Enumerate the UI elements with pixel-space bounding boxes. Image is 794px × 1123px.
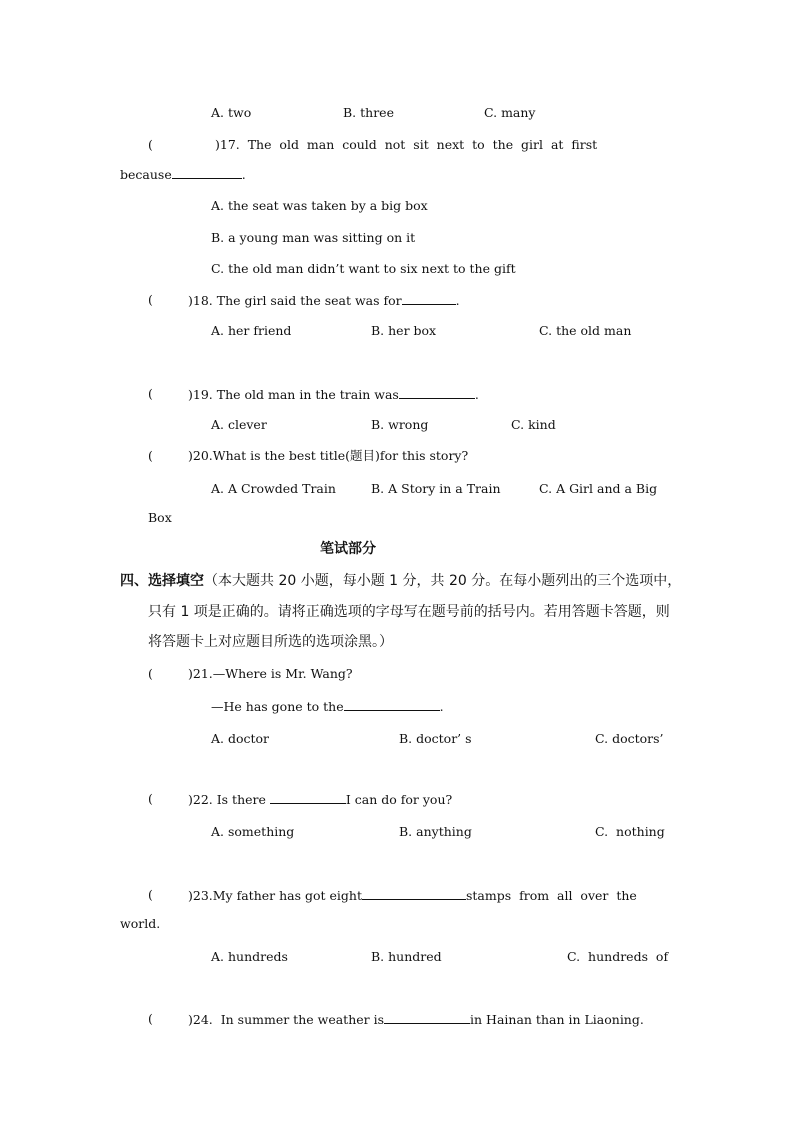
q18-answer-paren: ( xyxy=(148,292,153,307)
q22-stem-line xyxy=(188,791,452,808)
section4-heading: 四、选择填空 xyxy=(120,573,204,589)
q16-option-c: C. many xyxy=(484,105,536,120)
written-section-title: 笔试部分 xyxy=(320,541,376,557)
q23-stem: )23.My father has got eight xyxy=(188,888,362,903)
q17-end: . xyxy=(241,167,246,182)
q20-option-c-continued: Box xyxy=(148,510,172,525)
q21-option-b: B. doctor’ s xyxy=(399,731,472,746)
q18-end: . xyxy=(455,293,460,308)
q19-option-a: A. clever xyxy=(211,417,267,432)
section4-instructions-line3: 将答题卡上对应题目所选的选项涂黑。） xyxy=(148,634,393,650)
q17-answer-paren: ( xyxy=(148,137,153,152)
q19-option-c: C. kind xyxy=(511,417,556,432)
q21-reply-line xyxy=(211,698,444,715)
q23-blank[interactable] xyxy=(362,887,466,900)
q22-rest: I can do for you? xyxy=(345,792,453,807)
q19-end: . xyxy=(474,387,479,402)
q22-stem: )22. Is there xyxy=(188,792,270,807)
q20-option-a: A. A Crowded Train xyxy=(211,481,336,496)
q19-answer-paren: ( xyxy=(148,386,153,401)
q23-stem-continued: world. xyxy=(120,916,161,931)
q17-stem-continued xyxy=(120,166,246,183)
q23-option-a: A. hundreds xyxy=(211,949,288,964)
q24-stem: )24. In summer the weather is xyxy=(188,1012,385,1027)
q23-stem-line xyxy=(188,887,637,904)
q17-blank[interactable] xyxy=(172,166,242,179)
q20-option-c: C. A Girl and a Big xyxy=(539,481,658,496)
q19-blank[interactable] xyxy=(399,386,475,399)
q19-stem-line xyxy=(188,386,479,403)
q23-answer-paren: ( xyxy=(148,887,153,902)
q18-blank[interactable] xyxy=(402,292,456,305)
q21-stem: )21.—Where is Mr. Wang? xyxy=(188,666,353,681)
q23-rest: stamps from all over the xyxy=(465,888,637,903)
q22-answer-paren: ( xyxy=(148,791,153,806)
q17-option-a: A. the seat was taken by a big box xyxy=(211,198,428,213)
section4-instructions-line1 xyxy=(120,572,681,590)
q21-reply: —He has gone to the xyxy=(211,699,344,714)
q18-option-b: B. her box xyxy=(371,323,437,338)
q22-option-a: A. something xyxy=(211,824,295,839)
q20-stem: )20.What is the best title(题目)for this story? xyxy=(188,448,469,463)
section4-instructions-line2: 只有 1 项是正确的。请将正确选项的字母写在题号前的括号内。若用答题卡答题，则 xyxy=(148,604,670,620)
q16-option-a: A. two xyxy=(211,105,252,120)
q23-option-b: B. hundred xyxy=(371,949,442,964)
q18-stem-line xyxy=(188,292,460,309)
section4-line1-text: （本大题共 20 小题，每小题 1 分，共 20 分。在每小题列出的三个选项中， xyxy=(204,573,682,589)
q18-option-c: C. the old man xyxy=(539,323,632,338)
q24-blank[interactable] xyxy=(384,1011,470,1024)
q22-option-c: C. nothing xyxy=(595,824,665,839)
q21-blank[interactable] xyxy=(344,698,440,711)
q19-option-b: B. wrong xyxy=(371,417,429,432)
q20-option-b: B. A Story in a Train xyxy=(371,481,501,496)
q16-option-b: B. three xyxy=(343,105,394,120)
q24-stem-line xyxy=(188,1011,644,1028)
q22-option-b: B. anything xyxy=(399,824,472,839)
q21-option-a: A. doctor xyxy=(211,731,270,746)
q21-end: . xyxy=(439,699,444,714)
q21-answer-paren: ( xyxy=(148,666,153,681)
q17-option-c: C. the old man didn’t want to six next to the gift xyxy=(211,261,516,276)
q24-answer-paren: ( xyxy=(148,1011,153,1026)
q17-cont-text: because xyxy=(120,167,172,182)
q19-stem: )19. The old man in the train was xyxy=(188,387,399,402)
q18-stem: )18. The girl said the seat was for xyxy=(188,293,402,308)
q17-option-b: B. a young man was sitting on it xyxy=(211,230,416,245)
q24-rest: in Hainan than in Liaoning. xyxy=(470,1012,644,1027)
q23-option-c: C. hundreds of xyxy=(567,949,669,964)
q21-option-c: C. doctors’ xyxy=(595,731,664,746)
q22-blank[interactable] xyxy=(270,791,346,804)
q17-stem: )17. The old man could not sit next to the girl at first xyxy=(215,137,598,152)
q18-option-a: A. her friend xyxy=(211,323,292,338)
q20-answer-paren: ( xyxy=(148,448,153,463)
